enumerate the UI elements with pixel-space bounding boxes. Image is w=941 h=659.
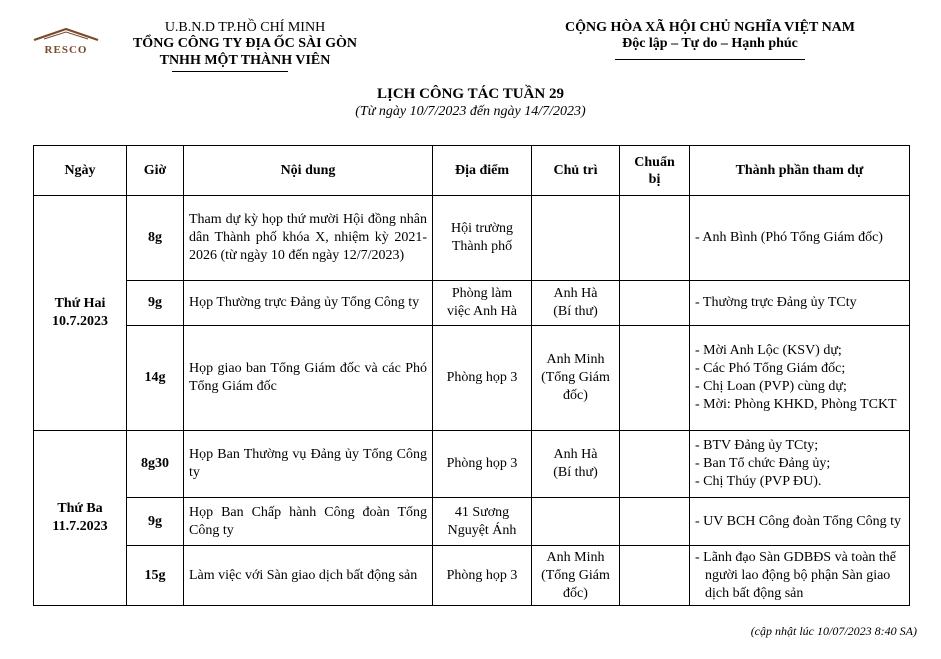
prep-cell bbox=[620, 196, 690, 281]
prep-cell bbox=[620, 326, 690, 431]
attendees-cell: - UV BCH Công đoàn Tổng Công ty bbox=[690, 498, 910, 546]
content-cell: Họp Ban Chấp hành Công đoàn Tổng Công ty bbox=[184, 498, 433, 546]
org-line-3: TNHH MỘT THÀNH VIÊN bbox=[159, 53, 331, 68]
col-header-location: Địa điểm bbox=[433, 146, 532, 196]
table-row bbox=[34, 326, 910, 431]
time-cell: 9g bbox=[127, 498, 184, 546]
page-title: LỊCH CÔNG TÁC TUẦN 29 bbox=[377, 86, 564, 102]
time-cell: 14g bbox=[127, 326, 184, 431]
org-underline bbox=[172, 71, 288, 72]
prep-cell bbox=[620, 281, 690, 326]
attendees-cell: - Lãnh đạo Sàn GDBĐS và toàn thể người lao động bộ phận Sàn giao dịch bất động sản bbox=[690, 546, 910, 606]
resco-logo-icon bbox=[30, 26, 102, 56]
org-line-2: TỔNG CÔNG TY ĐỊA ỐC SÀI GÒN bbox=[132, 36, 358, 51]
location-cell: Phòng họp 3 bbox=[433, 431, 532, 498]
time-cell: 9g bbox=[127, 281, 184, 326]
content-cell: Họp Thường trực Đảng ủy Tổng Công ty bbox=[184, 281, 433, 326]
location-cell: Hội trường Thành phố bbox=[433, 196, 532, 281]
table-row bbox=[34, 546, 910, 606]
table-header-row bbox=[34, 146, 910, 196]
content-cell: Tham dự kỳ họp thứ mười Hội đồng nhân dân Thành phố khóa X, nhiệm kỳ 2021-2026 (từ ngày 10 đến ngày 12/7/2023) bbox=[184, 196, 433, 281]
logo-text: RESCO bbox=[44, 44, 88, 56]
col-header-day: Ngày bbox=[34, 146, 127, 196]
attendees-cell: - Thường trực Đảng ủy TCty bbox=[690, 281, 910, 326]
table-row bbox=[34, 498, 910, 546]
chair-cell: Anh Minh (Tổng Giám đốc) bbox=[532, 546, 620, 606]
location-cell: Phòng họp 3 bbox=[433, 546, 532, 606]
attendees-cell: - Mời Anh Lộc (KSV) dự; - Các Phó Tổng Giám đốc; - Chị Loan (PVP) cùng dự; - Mời: Phòng KHKD, Phòng TCKT bbox=[690, 326, 910, 431]
col-header-prep: Chuẩn bị bbox=[620, 146, 690, 196]
day-cell: Thứ Ba 11.7.2023 bbox=[34, 431, 127, 606]
col-header-chair: Chủ trì bbox=[532, 146, 620, 196]
content-cell: Làm việc với Sàn giao dịch bất động sản bbox=[184, 546, 433, 606]
col-header-time: Giờ bbox=[127, 146, 184, 196]
org-line-1: U.B.N.D TP.HỒ CHÍ MINH bbox=[164, 20, 326, 35]
location-cell: 41 Sương Nguyệt Ánh bbox=[433, 498, 532, 546]
time-cell: 8g bbox=[127, 196, 184, 281]
table-row bbox=[34, 196, 910, 281]
attendees-cell: - BTV Đảng ủy TCty; - Ban Tổ chức Đảng ủy; - Chị Thúy (PVP ĐU). bbox=[690, 431, 910, 498]
motto-underline bbox=[615, 59, 805, 60]
attendees-cell: - Anh Bình (Phó Tổng Giám đốc) bbox=[690, 196, 910, 281]
content-cell: Họp Ban Thường vụ Đảng ủy Tổng Công ty bbox=[184, 431, 433, 498]
prep-cell bbox=[620, 431, 690, 498]
time-cell: 15g bbox=[127, 546, 184, 606]
time-cell: 8g30 bbox=[127, 431, 184, 498]
col-header-attendees: Thành phần tham dự bbox=[690, 146, 910, 196]
content-cell: Họp giao ban Tổng Giám đốc và các Phó Tổng Giám đốc bbox=[184, 326, 433, 431]
chair-cell: Anh Hà (Bí thư) bbox=[532, 431, 620, 498]
prep-cell bbox=[620, 498, 690, 546]
location-cell: Phòng họp 3 bbox=[433, 326, 532, 431]
country-line-2: Độc lập – Tự do – Hạnh phúc bbox=[622, 36, 798, 51]
schedule-table bbox=[33, 145, 910, 606]
chair-cell bbox=[532, 498, 620, 546]
table-row bbox=[34, 281, 910, 326]
page-subtitle: (Từ ngày 10/7/2023 đến ngày 14/7/2023) bbox=[355, 104, 586, 119]
prep-cell bbox=[620, 546, 690, 606]
day-cell: Thứ Hai 10.7.2023 bbox=[34, 196, 127, 431]
chair-cell: Anh Hà (Bí thư) bbox=[532, 281, 620, 326]
issuer-header bbox=[30, 20, 390, 76]
location-cell: Phòng làm việc Anh Hà bbox=[433, 281, 532, 326]
chair-cell bbox=[532, 196, 620, 281]
country-line-1: CỘNG HÒA XÃ HỘI CHỦ NGHĨA VIỆT NAM bbox=[564, 20, 855, 35]
country-header bbox=[540, 20, 880, 52]
table-row bbox=[34, 431, 910, 498]
col-header-content: Nội dung bbox=[184, 146, 433, 196]
chair-cell: Anh Minh (Tổng Giám đốc) bbox=[532, 326, 620, 431]
update-timestamp: (cập nhật lúc 10/07/2023 8:40 SA) bbox=[750, 624, 917, 638]
